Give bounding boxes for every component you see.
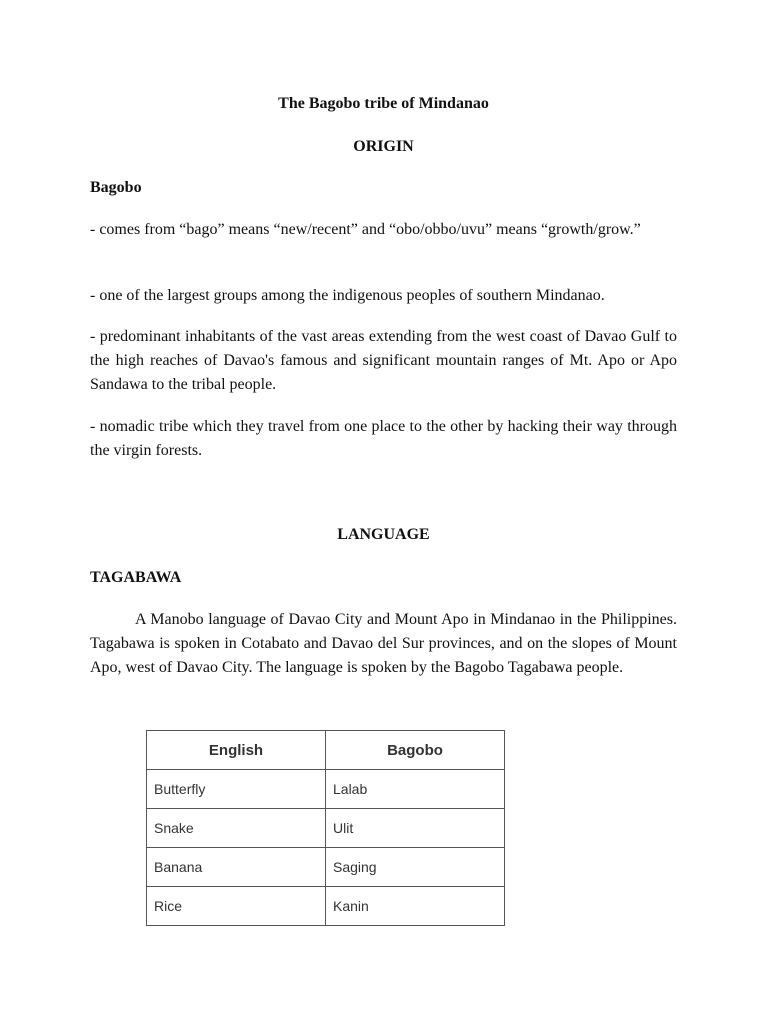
- column-header-english: English: [147, 731, 326, 770]
- document-title: The Bagobo tribe of Mindanao: [278, 95, 489, 112]
- column-header-bagobo: Bagobo: [326, 731, 505, 770]
- table-cell-english: Rice: [147, 887, 326, 926]
- origin-paragraph-2: - one of the largest groups among the indigenous peoples of southern Mindanao.: [90, 287, 605, 304]
- table-header-row: [147, 731, 505, 770]
- origin-paragraph-3: - predominant inhabitants of the vast areas extending from the west coast of Davao Gulf to the high reaches of Davao's famous and significant mountain ranges of Mt. Apo or Apo Sandawa to the tribal people.: [90, 328, 677, 393]
- origin-subheading: Bagobo: [90, 179, 142, 196]
- table-cell-english: Snake: [147, 809, 326, 848]
- table-cell-bagobo: Lalab: [326, 770, 505, 809]
- origin-heading: ORIGIN: [353, 138, 414, 155]
- table-cell-bagobo: Ulit: [326, 809, 505, 848]
- origin-paragraph-1: - comes from “bago” means “new/recent” and “obo/obbo/uvu” means “growth/grow.”: [90, 221, 641, 238]
- language-heading: LANGUAGE: [337, 526, 430, 543]
- language-paragraph: A Manobo language of Davao City and Mount Apo in Mindanao in the Philippines. Tagabawa is spoken in Cotabato and Davao del Sur provinces, and on the slopes of Mount Apo, west of Davao City. The language is spoken by the Bagobo Tagabawa people.: [90, 611, 677, 676]
- origin-paragraph-4: - nomadic tribe which they travel from one place to the other by hacking their way through the virgin forests.: [90, 418, 677, 459]
- table-cell-english: Banana: [147, 848, 326, 887]
- table-cell-bagobo: Kanin: [326, 887, 505, 926]
- document-page: [90, 0, 677, 1024]
- table-cell-english: Butterfly: [147, 770, 326, 809]
- table-row: [147, 809, 505, 848]
- table-cell-bagobo: Saging: [326, 848, 505, 887]
- table-row: [147, 770, 505, 809]
- table-row: [147, 887, 505, 926]
- table-row: [147, 848, 505, 887]
- language-subheading: TAGABAWA: [90, 569, 182, 586]
- vocabulary-table: [146, 730, 505, 926]
